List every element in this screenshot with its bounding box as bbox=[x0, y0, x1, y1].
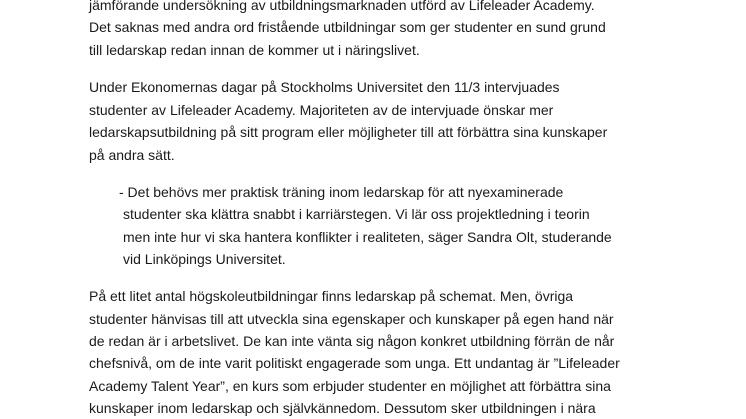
quote-line: men inte hur vi ska hantera konflikter i realiteten, säger Sandra Olt, studerande bbox=[123, 229, 612, 245]
text-line: på andra sätt. bbox=[89, 147, 175, 163]
text-line: jämförande undersökning av utbildningsmarknaden utförd av Lifeleader Academy. bbox=[89, 0, 595, 13]
text-line: chefsnivå, om de inte varit politiskt engagerade som unga. Ett undantag är ”Lifeleader bbox=[89, 355, 620, 371]
text-line: ledarskapsutbildning på sitt program eller möjligheter till att förbättra sina kunskaper bbox=[89, 124, 608, 140]
text-line: Academy Talent Year”, en kurs som erbjuder studenter en möjlighet att förbättra sina bbox=[89, 378, 611, 394]
quote-line: - Det behövs mer praktisk träning inom ledarskap för att nyexaminerade bbox=[119, 184, 564, 200]
quote-line: vid Linköpings Universitet. bbox=[123, 251, 286, 267]
text-line: Under Ekonomernas dagar på Stockholms Universitet den 11/3 intervjuades bbox=[89, 79, 560, 95]
text-line: På ett litet antal högskoleutbildningar finns ledarskap på schemat. Men, övriga bbox=[89, 288, 574, 304]
text-line: studenter hänvisas till att utveckla sina egenskaper och kunskaper på egen hand när bbox=[89, 311, 614, 327]
text-line: de redan är i arbetslivet. De kan inte vänta sig någon konkret utbildning förrän de når bbox=[89, 333, 615, 349]
text-line: kunskaper inom ledarskap och självkännedom. Dessutom sker utbildningen i nära bbox=[89, 400, 596, 416]
text-line: Det saknas med andra ord fristående utbildningar som ger studenter en sund grund bbox=[89, 19, 606, 35]
quote-line: studenter ska klättra snabbt i karriärstegen. Vi lär oss projektledning i teorin bbox=[123, 206, 590, 222]
text-line: till ledarskap redan innan de kommer ut i näringslivet. bbox=[89, 42, 420, 58]
text-line: studenter av Lifeleader Academy. Majoriteten av de intervjuade önskar mer bbox=[89, 102, 554, 118]
